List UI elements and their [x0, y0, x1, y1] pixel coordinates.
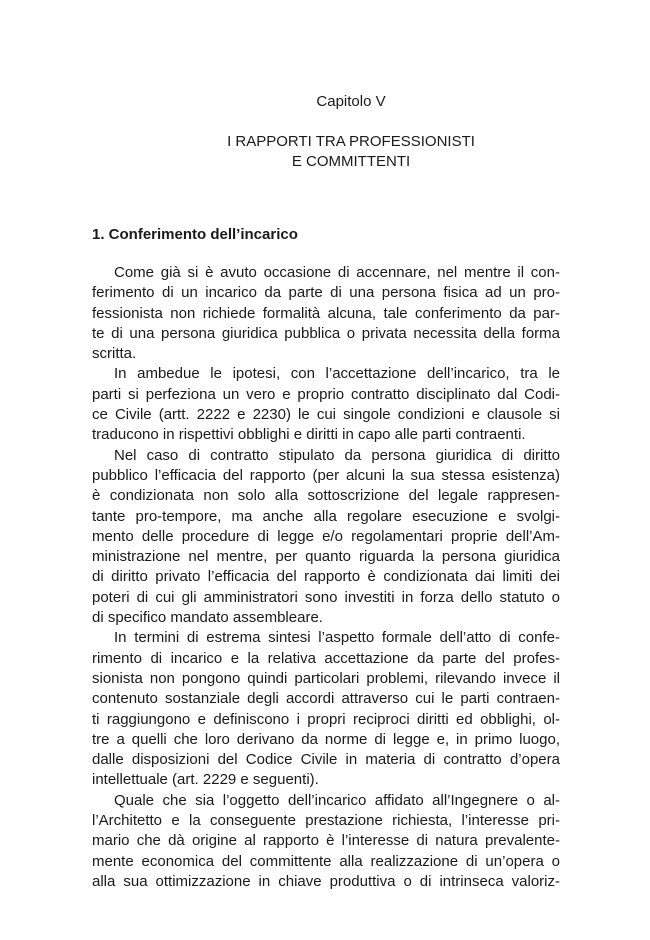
chapter-title-line: I RAPPORTI TRA PROFESSIONISTI	[227, 133, 475, 150]
section-heading: 1. Conferimento dell’incarico	[92, 226, 298, 243]
chapter-title	[26, 132, 650, 172]
body-line: In ambedue le ipotesi, con l’accettazione dell’incarico, tra le	[114, 365, 560, 383]
body-line: tre a quelli che loro derivano da norme di legge e, in primo luogo,	[92, 730, 560, 748]
body-line: ti raggiungono e definiscono i propri reciproci diritti ed obblighi, ol-	[92, 710, 560, 728]
body-line: scritta.	[92, 345, 137, 363]
body-line: di specifico mandato assembleare.	[92, 609, 323, 627]
body-line: contenuto sostanziale degli accordi attraverso cui le parti contraen-	[92, 690, 560, 708]
body-line: Quale che sia l’oggetto dell’incarico affidato all’Ingegnere o al-	[114, 791, 560, 809]
body-line: ferimento di un incarico da parte di una persona fisica ad un pro-	[92, 284, 560, 302]
body-line: l’Architetto e la conseguente prestazione richiesta, l’interesse pri-	[92, 812, 560, 830]
body-line: Nel caso di contratto stipulato da persona giuridica di diritto	[114, 446, 560, 464]
body-line: mento delle procedure di legge e/o regolamentari proprie dell’Am-	[92, 527, 560, 545]
body-line: In termini di estrema sintesi l’aspetto formale dell’atto di confe-	[114, 629, 560, 647]
body-line: traducono in rispettivi obblighi e diritti in capo alle parti contraenti.	[92, 426, 526, 444]
chapter-title-line: E COMMITTENTI	[291, 153, 411, 170]
body-line: intellettuale (art. 2229 e seguenti).	[92, 771, 319, 789]
body-line: ce Civile (artt. 2222 e 2230) le cui singole condizioni e clausole si	[92, 406, 560, 424]
body-line: Come già si è avuto occasione di accennare, nel mentre il con-	[114, 264, 560, 281]
body-line: alla sua ottimizzazione in chiave produttiva o di intrinseca valoriz-	[92, 872, 560, 890]
body-line: è condizionata non solo alla sottoscrizione del legale rappresen-	[92, 487, 560, 505]
chapter-label: Capitolo V	[316, 93, 386, 110]
body-line: tante pro-tempore, ma anche alla regolare esecuzione e svolgi-	[92, 507, 560, 525]
body-line: pubblico l’efficacia del rapporto (per alcuni la sua stessa esistenza)	[92, 466, 560, 484]
body-line: di diritto privato l’efficacia del rapporto è condizionata dai limiti dei	[92, 568, 560, 586]
body-line: te di una persona giuridica pubblica o privata necessita della forma	[92, 324, 560, 342]
body-line: sionista non pongono quindi particolari problemi, rilevando invece il	[92, 669, 560, 687]
body-line: dalle disposizioni del Codice Civile in materia di contratto d’opera	[92, 751, 560, 769]
body-text	[92, 263, 560, 892]
body-line: ministrazione nel mentre, per quanto riguarda la persona giuridica	[92, 548, 560, 566]
body-line: fessionista non richiede formalità alcuna, tale conferimento da par-	[92, 304, 560, 322]
body-line: mente economica del committente alla realizzazione di un’opera o	[92, 852, 560, 870]
body-line: poteri di cui gli amministratori sono investiti in forza dello statuto o	[92, 588, 560, 606]
body-line: mario che dà origine al rapporto è l’interesse di natura prevalente-	[92, 832, 560, 850]
body-line: parti si perfeziona un vero e proprio contratto disciplinato dal Codi-	[92, 385, 560, 403]
body-line: rimento di incarico e la relativa accettazione da parte del profes-	[92, 649, 560, 667]
